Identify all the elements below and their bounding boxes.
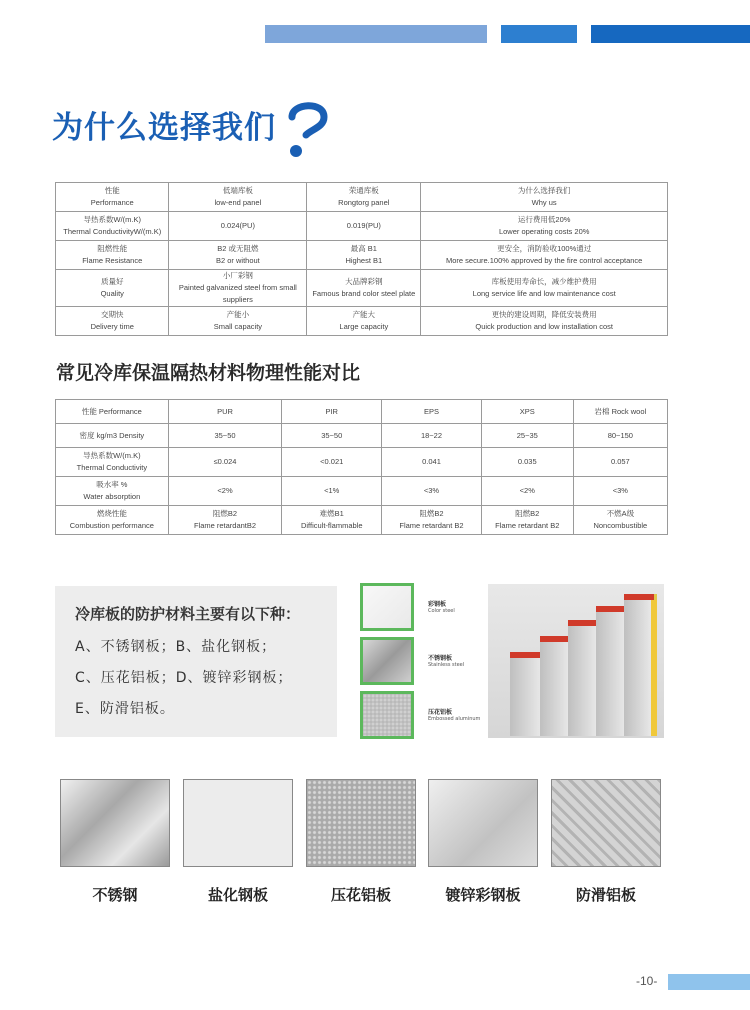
table-row (56, 477, 668, 506)
table-cell (421, 183, 668, 212)
cell-text-cn: 产能小 (226, 310, 250, 319)
cell-text-cn: 密度 kg/m3 Density (79, 430, 145, 440)
table-cell (307, 270, 421, 307)
cell-text-en: B2 or without (215, 256, 260, 265)
table-cell (56, 212, 169, 241)
table-cell (282, 506, 382, 535)
cell-text-en: Noncombustible (593, 521, 648, 530)
cell-text-en: low-end panel (214, 198, 262, 207)
table-row (56, 506, 668, 535)
material-label: 压花铝板 (330, 886, 391, 904)
heading-material-comparison: 常见冷库保温隔热材料物理性能对比 (56, 362, 361, 384)
table-cell (168, 506, 282, 535)
header-bar-dark (591, 25, 750, 43)
material-image-embossed-aluminum (306, 779, 416, 867)
table-cell (56, 400, 169, 424)
table-cell (282, 448, 382, 477)
question-mark-icon (282, 95, 332, 159)
table-row (56, 448, 668, 477)
comparison-table-why-us (55, 182, 668, 336)
table-cell (56, 307, 169, 336)
cell-text-cn: 35~50 (214, 430, 236, 440)
cell-text-cn: 0.057 (610, 457, 630, 466)
page-number-bar (668, 974, 750, 990)
cell-text-cn: 更快的建设周期，降低安装费用 (491, 310, 597, 319)
cell-text-en: Combustion performance (69, 521, 154, 530)
cell-text-cn: 25~35 (516, 430, 538, 440)
table-row (56, 307, 668, 336)
cell-text-en: Flame retardant B2 (399, 521, 464, 530)
cell-text-en: Rongtorg panel (338, 198, 390, 207)
table-cell (382, 477, 482, 506)
swatch-label: 不锈钢板 Stainless steel (428, 655, 465, 668)
cell-text-cn: XPS (519, 406, 535, 416)
table-cell (169, 241, 307, 270)
cell-text-cn: 低端库板 (222, 186, 253, 195)
cell-text-en: More secure.100% approved by the fire control acceptance (445, 256, 643, 265)
cell-text-en: Painted galvanized steel from small suppliers (178, 283, 297, 304)
cell-text-cn: 80~150 (607, 430, 633, 440)
cell-text-en: Flame Resistance (82, 256, 143, 265)
protection-materials-box (55, 586, 337, 737)
table-cell (56, 506, 169, 535)
table-cell (56, 270, 169, 307)
cell-text-cn: 燃烧性能 (96, 509, 127, 518)
table-cell (481, 448, 573, 477)
cell-text-cn: B2 或无阻燃 (217, 244, 259, 253)
cell-text-cn: PIR (325, 406, 338, 416)
cell-text-en: Flame retardant B2 (495, 521, 560, 530)
cell-text-en: Thermal ConductivityW/(m.K) (63, 227, 162, 236)
swatch-label: 压花铝板 Embossed aluminum (428, 709, 481, 722)
protection-line: C、压花铝板；D、镀锌彩钢板； (75, 670, 293, 686)
cell-text-cn: ≤0.024 (213, 457, 237, 466)
cell-text-en: Long service life and low maintenance cost (472, 289, 616, 298)
cell-text-en: Performance (90, 198, 134, 207)
cell-text-cn: <3% (423, 486, 440, 495)
header-bar-light (265, 25, 487, 43)
header-bar-mid (501, 25, 577, 43)
material-label: 不锈钢 (92, 886, 138, 904)
cell-text-cn: 荣通库板 (348, 186, 379, 195)
cell-text-en: Famous brand color steel plate (312, 289, 416, 298)
cell-text-cn: 难燃B1 (319, 509, 344, 518)
cell-text-cn: 最高 B1 (350, 244, 377, 253)
material-label: 镀锌彩钢板 (445, 886, 521, 904)
table-cell (382, 506, 482, 535)
table-cell (56, 448, 169, 477)
table-cell (168, 448, 282, 477)
material-image-galvanized (428, 779, 538, 867)
table-cell (481, 424, 573, 448)
table-row (56, 424, 668, 448)
cell-text-cn: 0.024(PU) (220, 221, 255, 230)
table-cell (168, 424, 282, 448)
table-row (56, 212, 668, 241)
table-cell (169, 183, 307, 212)
cell-text-cn: 吸水率 % (96, 480, 128, 489)
table-row (56, 270, 668, 307)
table-cell (56, 241, 169, 270)
material-image-antiskid-aluminum (551, 779, 661, 867)
material-image-stainless (60, 779, 170, 867)
cell-text-en: Thermal Conductivity (76, 463, 148, 472)
cell-text-cn: 阻燃B2 (419, 509, 444, 518)
swatch-label: 彩钢板 Color steel (428, 601, 455, 614)
table-cell (573, 448, 667, 477)
table-cell (573, 506, 667, 535)
table-cell (307, 212, 421, 241)
table-cell (169, 212, 307, 241)
cell-text-cn: 产能大 (352, 310, 376, 319)
table-cell (573, 400, 667, 424)
cell-text-en: Highest B1 (345, 256, 383, 265)
cell-text-cn: 性能 (104, 186, 120, 195)
table-cell (307, 307, 421, 336)
table-cell (421, 241, 668, 270)
cell-text-cn: 导热系数W/(m.K) (83, 451, 141, 460)
cell-text-cn: 0.019(PU) (346, 221, 381, 230)
protection-line: E、防滑铝板。 (75, 701, 175, 717)
cell-text-cn: 0.041 (422, 457, 441, 466)
table-cell (382, 424, 482, 448)
table-cell (481, 506, 573, 535)
table-cell (382, 448, 482, 477)
cell-text-cn: 岩棉 Rock wool (594, 406, 647, 416)
swatch-color-steel (360, 583, 414, 631)
cell-text-cn: 0.035 (517, 457, 537, 466)
cell-text-cn: 阻燃B2 (515, 509, 540, 518)
table-cell (481, 477, 573, 506)
cell-text-cn: 18~22 (420, 430, 443, 440)
table-cell (56, 424, 169, 448)
table-cell (421, 307, 668, 336)
cell-text-cn: <2% (519, 486, 535, 495)
swatch-embossed-aluminum (360, 691, 414, 739)
cell-text-cn: <1% (324, 486, 340, 495)
table-cell (573, 477, 667, 506)
table-cell (56, 477, 169, 506)
cell-text-cn: EPS (423, 406, 439, 416)
cell-text-en: Water absorption (83, 492, 141, 501)
table-cell (307, 183, 421, 212)
cell-text-cn: 小厂彩钢 (222, 271, 253, 280)
cell-text-cn: 更安全，消防验收100%通过 (497, 244, 592, 253)
swatch-stainless-steel (360, 637, 414, 685)
table-cell (169, 270, 307, 307)
protection-title: 冷库板的防护材料主要有以下种： (75, 605, 301, 623)
cell-text-en: Small capacity (213, 322, 263, 331)
page-number: -10- (636, 974, 658, 988)
cell-text-cn: 35~50 (321, 430, 343, 440)
table-cell (421, 212, 668, 241)
cell-text-en: Delivery time (90, 322, 134, 331)
cell-text-cn: 阻燃性能 (97, 244, 128, 253)
table-row (56, 241, 668, 270)
cell-text-cn: 为什么选择我们 (517, 186, 571, 195)
cell-text-cn: 质量好 (100, 277, 124, 286)
cell-text-en: Difficult-flammable (300, 521, 363, 530)
panel-samples-photo (488, 584, 664, 738)
cell-text-cn: <0.021 (320, 457, 344, 466)
table-cell (169, 307, 307, 336)
cell-text-cn: 不燃A级 (606, 509, 635, 518)
table-cell (307, 241, 421, 270)
table-row (56, 400, 668, 424)
cell-text-en: Quality (100, 289, 124, 298)
table-cell (573, 424, 667, 448)
cell-text-cn: 导热系数W/(m.K) (83, 215, 141, 224)
table-cell (56, 183, 169, 212)
cell-text-en: Large capacity (339, 322, 389, 331)
table-cell (282, 400, 382, 424)
table-cell (168, 400, 282, 424)
cell-text-cn: 运行费用低20% (517, 215, 571, 224)
table-cell (282, 477, 382, 506)
material-label: 防滑铝板 (575, 886, 636, 904)
material-image-pvc-steel (183, 779, 293, 867)
cell-text-cn: 库板使用寿命长，减少维护费用 (491, 277, 597, 286)
insulation-materials-table (55, 399, 668, 535)
cell-text-en: Flame retardantB2 (193, 521, 257, 530)
heading-why-us: 为什么选择我们 (52, 110, 276, 146)
table-cell (168, 477, 282, 506)
cell-text-en: Lower operating costs 20% (498, 227, 590, 236)
table-cell (382, 400, 482, 424)
table-cell (282, 424, 382, 448)
cell-text-cn: 阻燃B2 (212, 509, 238, 518)
cell-text-en: Quick production and low installation cost (475, 322, 613, 331)
table-cell (481, 400, 573, 424)
protection-line: A、不锈钢板；B、盐化钢板； (75, 639, 277, 655)
table-cell (421, 270, 668, 307)
material-label: 盐化钢板 (207, 886, 268, 904)
table-row (56, 183, 668, 212)
cell-text-cn: PUR (217, 406, 233, 416)
cell-text-cn: <2% (217, 486, 233, 495)
cell-text-cn: 性能 Performance (81, 406, 142, 416)
cell-text-cn: 大品牌彩钢 (345, 277, 383, 286)
cell-text-en: Why us (531, 198, 557, 207)
cell-text-cn: 交期快 (100, 310, 124, 319)
cell-text-cn: <3% (612, 486, 628, 495)
